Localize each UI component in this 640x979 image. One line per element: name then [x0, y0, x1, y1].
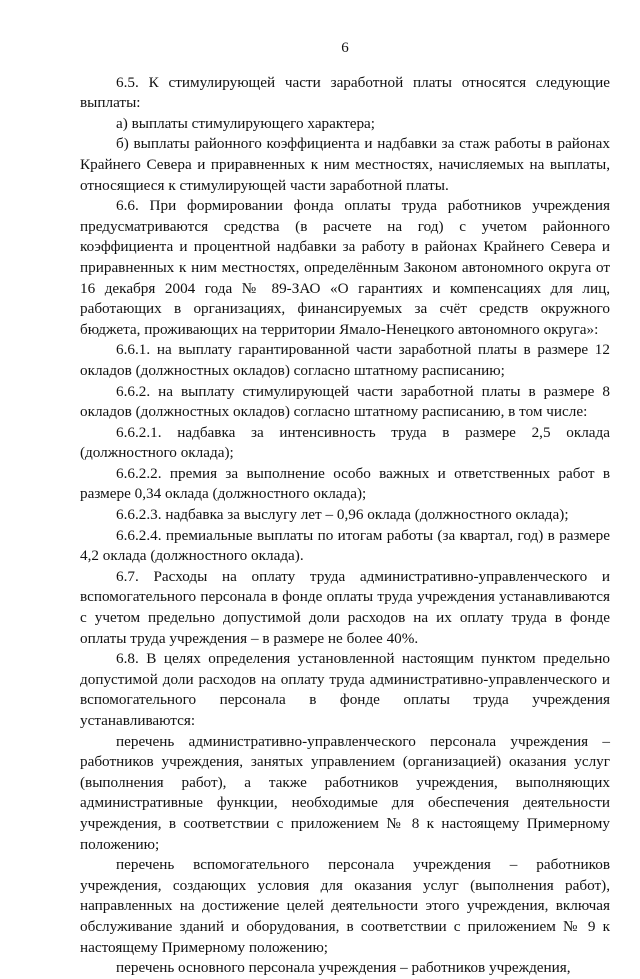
paragraph-6-5-a: а) выплаты стимулирующего характера;	[116, 114, 376, 132]
paragraph-6-6-2-4: 6.6.2.4. премиальные выплаты по итогам работы (за квартал, год) в размере 4,2 оклада (должностного оклада).	[80, 526, 610, 565]
paragraph-6-6: 6.6. При формировании фонда оплаты труда работников учреждения предусматриваются средства (в расчете на год) с учетом районного коэффициента и процентной надбавки за работу в районах Крайнего Севера и приравненных к ним местностях, определённым Законом автономного округа от 16 декабря 2004 года № 89-ЗАО «О гарантиях и компенсациях для лиц, работающих в организациях, финансируемых за счёт средств окружного бюджета, проживающих на территории Ямало-Ненецкого автономного округа»:	[80, 197, 610, 338]
page-number: 6	[341, 40, 349, 56]
paragraph-6-7: 6.7. Расходы на оплату труда административно-управленческого и вспомогательного персонала в фонде оплаты труда учреждения устанавливаются с учетом предельно допустимой доли расходов на их оплату труда в фонде оплаты труда учреждения – в размере не более 40%.	[80, 567, 610, 647]
paragraph-6-6-2-1: 6.6.2.1. надбавка за интенсивность труда в размере 2,5 оклада (должностного оклада);	[80, 423, 610, 462]
paragraph-6-6-2-3: 6.6.2.3. надбавка за выслугу лет – 0,96 оклада (должностного оклада);	[116, 506, 569, 524]
paragraph-6-8: 6.8. В целях определения установленной настоящим пунктом предельно допустимой доли расходов на оплату труда административно-управленческого и вспомогательного персонала в фонде оплаты труда учреждения устанавливаются:	[80, 650, 610, 729]
paragraph-6-6-2-2: 6.6.2.2. премия за выполнение особо важных и ответственных работ в размере 0,34 оклада (должностного оклада);	[80, 464, 610, 503]
paragraph-6-6-2: 6.6.2. на выплату стимулирующей части заработной платы в размере 8 окладов (должностных окладов) согласно штатному расписанию, в том числе:	[80, 382, 610, 421]
paragraph-support-staff-list: перечень вспомогательного персонала учреждения – работников учреждения, создающих условия для оказания услуг (выполнения работ), направленных на достижение целей деятельности этого учреждения, включая обслуживание зданий и оборудования, в соответствии с приложением № 9 к настоящему Примерному положению;	[80, 856, 610, 956]
paragraph-6-5: 6.5. К стимулирующей части заработной платы относятся следующие выплаты:	[80, 73, 610, 112]
paragraph-6-5-b: б) выплаты районного коэффициента и надбавки за стаж работы в районах Крайнего Севера и приравненных к ним местностях, начисляемых на выплаты, относящиеся к стимулирующей части заработной платы.	[80, 135, 610, 194]
document-page	[80, 38, 610, 979]
paragraph-admin-staff-list: перечень административно-управленческого персонала учреждения – работников учреждения, занятых управлением (организацией) оказания услуг (выполнения работ), а также работников учреждения, выполняющих административные функции, необходимые для обеспечения деятельности учреждения, в соответствии с приложением № 8 к настоящему Примерному положению;	[80, 732, 610, 853]
paragraph-6-6-1: 6.6.1. на выплату гарантированной части заработной платы в размере 12 окладов (должностных окладов) согласно штатному расписанию;	[80, 341, 610, 379]
paragraph-main-staff-list: перечень основного персонала учреждения – работников учреждения,	[116, 959, 571, 977]
